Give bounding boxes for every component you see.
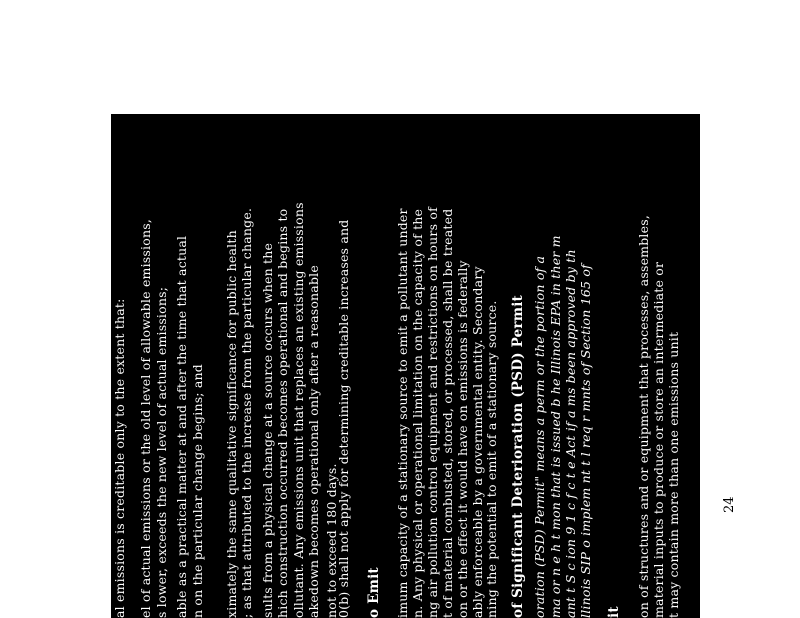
text-line: not to exceed 180 days. (324, 463, 339, 618)
text-line: on of structures and or equipment that processes, assembles, (636, 214, 651, 618)
section-heading: it (606, 606, 622, 618)
text-line: llinois SIP o implem nt t l req r mnts of Section 165 of (578, 264, 593, 618)
text-line: imum capacity of a stationary source to emit a pollutant under (395, 208, 410, 618)
section-heading: of Significant Deterioration (PSD) Permit (510, 295, 526, 618)
text-line: oration (PSD) Permit" means a perm or the portion of a (532, 255, 547, 618)
scanned-page (111, 114, 700, 618)
text-line: ; as that attributed to the increase from the particular change. (239, 207, 254, 618)
text-line: n on the particular change begins; and (190, 364, 205, 618)
text-line: t may contain more than one emissions unit (666, 331, 681, 618)
text-line: ximately the same qualitative significance for public health (224, 230, 239, 618)
section-heading: o Emit (366, 567, 382, 618)
text-line: able as a practical matter at and after the time that actual (174, 235, 189, 618)
text-line: t of material combusted, stored, or processed, shall be treated (440, 208, 455, 618)
text-line: al emissions is creditable only to the extent that: (112, 298, 127, 618)
text-line: hich construction occurred becomes operational and begins to (275, 208, 290, 618)
text-line: el of actual emissions or the old level of allowable emissions, (138, 219, 153, 618)
text-line: akedown becomes operational only after a reasonable (306, 265, 321, 618)
text-line: ng air pollution control equipment and restrictions on hours of (425, 207, 440, 618)
text-line: 0(b) shall not apply for determining creditable increases and (336, 219, 351, 618)
text-line: material inputs to produce or store an intermediate or (651, 261, 666, 618)
text-line: s lower, exceeds the new level of actual emissions; (154, 286, 169, 618)
text-line: ning the potential to emit of a stationary source. (484, 300, 499, 618)
text-line: ollutant. Any emissions unit that replaces an existing emissions (291, 202, 306, 618)
text-line: sults from a physical change at a source occurs when the (260, 242, 275, 618)
page-number: 24 (722, 496, 737, 513)
rotated-text-block (111, 114, 700, 618)
text-line: n. Any physical or operational limitation on the capacity of the (410, 208, 425, 618)
text-line: ant t S c ion 9 1 c f c t e Act if a ms been approved by th (563, 249, 578, 618)
text-line: ma or n e h t mon that is issued b he Illinois EPA in ther m (548, 235, 563, 618)
text-line: on or the effect it would have on emissions is federally (455, 260, 470, 618)
text-line: ably enforceable by a governmental entity. Secondary (470, 266, 485, 618)
